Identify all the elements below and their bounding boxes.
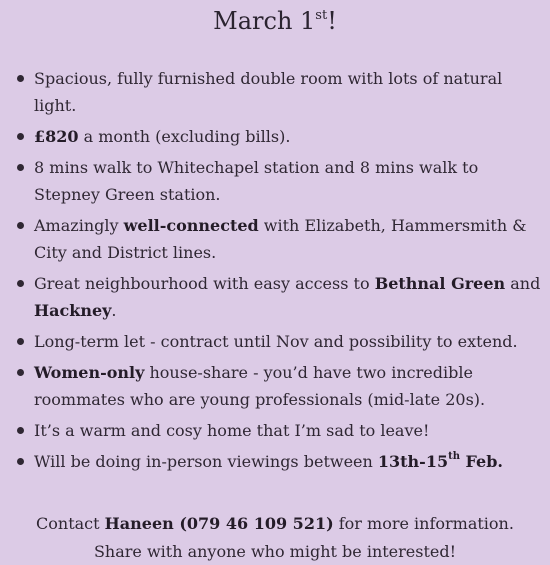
list-item-text: with Elizabeth, Hammersmith & City and District lines. xyxy=(34,216,527,262)
contact-line xyxy=(0,510,550,537)
feature-list xyxy=(14,65,546,479)
list-item-rent xyxy=(14,123,546,150)
list-item-text-pre: Amazingly xyxy=(34,216,124,235)
hackney-highlight: Hackney xyxy=(34,301,112,320)
bullet-icon xyxy=(17,164,24,171)
list-item-home xyxy=(14,417,546,444)
list-item-transport xyxy=(14,212,546,266)
list-item-neighbourhood xyxy=(14,270,546,324)
viewing-dates-sup: th xyxy=(448,451,460,462)
list-item-housemates xyxy=(14,359,546,413)
contact-text-post: for more information. xyxy=(333,514,514,533)
list-item-text: . xyxy=(111,301,117,320)
list-item-text-pre: Will be doing in-person viewings between xyxy=(34,452,378,471)
contact-name-phone: Haneen (079 46 109 521) xyxy=(104,514,334,533)
title-text: March 1 xyxy=(213,7,316,35)
page-title xyxy=(0,4,550,38)
list-item-text: Long-term let - contract until Nov and possibility to extend. xyxy=(34,332,518,351)
list-item-contract xyxy=(14,328,546,355)
bullet-icon xyxy=(17,338,24,345)
bullet-icon xyxy=(17,222,24,229)
list-item-text: It’s a warm and cosy home that I’m sad to leave! xyxy=(34,421,430,440)
viewing-dates-end: Feb. xyxy=(459,452,503,471)
list-item-room xyxy=(14,65,546,119)
list-item-text-pre: Great neighbourhood with easy access to xyxy=(34,274,375,293)
list-item-viewings xyxy=(14,448,546,475)
bullet-icon xyxy=(17,458,24,465)
rent-price: £820 xyxy=(34,127,79,146)
contact-text-pre: Contact xyxy=(36,514,105,533)
bullet-icon xyxy=(17,75,24,82)
well-connected-highlight: well-connected xyxy=(123,216,259,235)
bullet-icon xyxy=(17,133,24,140)
bullet-icon xyxy=(17,280,24,287)
women-only-highlight: Women-only xyxy=(34,363,145,382)
share-line: Share with anyone who might be interested! xyxy=(93,542,457,561)
viewing-dates-highlight xyxy=(378,452,503,471)
bethnal-green-highlight: Bethnal Green xyxy=(374,274,506,293)
list-item-text: a month (excluding bills). xyxy=(78,127,291,146)
list-item-text: 8 mins walk to Whitechapel station and 8 mins walk to Stepney Green station. xyxy=(34,158,479,204)
title-end: ! xyxy=(327,7,337,35)
title-superscript: st xyxy=(315,8,328,23)
list-item-text-mid: and xyxy=(505,274,541,293)
bullet-icon xyxy=(17,369,24,376)
list-item-text: house-share - you’d have two incredible roommates who are young professionals (mid-late 20s). xyxy=(34,363,486,409)
list-item-text: Spacious, fully furnished double room with lots of natural light. xyxy=(34,69,503,115)
viewing-dates-start: 13th-15 xyxy=(377,452,449,471)
bullet-icon xyxy=(17,427,24,434)
list-item-stations xyxy=(14,154,546,208)
